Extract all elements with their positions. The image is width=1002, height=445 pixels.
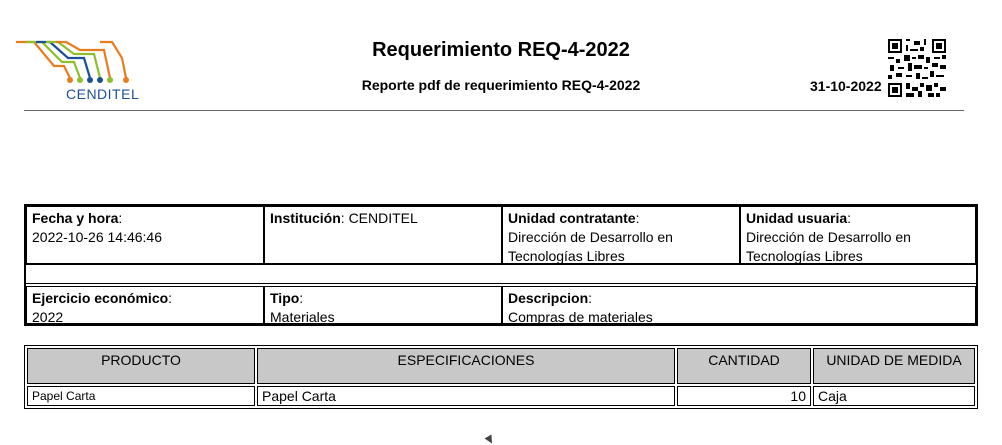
report-date: 31-10-2022: [810, 78, 882, 94]
institucion-label: Institución: [270, 210, 341, 226]
header-producto: PRODUCTO: [27, 348, 255, 384]
ejercicio-label: Ejercicio económico: [32, 290, 169, 306]
cell-producto: Papel Carta: [27, 386, 255, 406]
unidad-usuaria-cell: Unidad usuaria: Dirección de Desarrollo en Tecnologías Libres: [740, 206, 976, 264]
ejercicio-cell: Ejercicio económico: 2022: [26, 286, 264, 324]
tipo-value: Materiales: [270, 309, 335, 325]
header-unidad: UNIDAD DE MEDIDA: [813, 348, 975, 384]
unidad-usuaria-label: Unidad usuaria: [746, 210, 848, 226]
logo-text: CENDITEL: [66, 86, 140, 102]
unidad-contratante-cell: Unidad contratante: Dirección de Desarrollo en Tecnologías Libres: [502, 206, 740, 264]
items-table: [24, 345, 978, 409]
qr-code-icon: [888, 39, 946, 97]
fecha-cell: Fecha y hora: 2022-10-26 14:46:46: [26, 206, 264, 264]
fecha-value: 2022-10-26 14:46:46: [32, 229, 162, 245]
info-separator: [26, 264, 976, 284]
header-cantidad: CANTIDAD: [677, 348, 811, 384]
mouse-cursor-icon: [485, 435, 496, 445]
unidad-contratante-value: Dirección de Desarrollo en Tecnologías Libres: [508, 229, 673, 264]
tipo-cell: Tipo: Materiales: [264, 286, 502, 324]
cell-cantidad: 10: [677, 386, 811, 406]
institucion-value: CENDITEL: [348, 210, 418, 226]
header-especificaciones: ESPECIFICACIONES: [257, 348, 675, 384]
table-header-row: [27, 348, 975, 384]
cell-unidad: Caja: [813, 386, 975, 406]
cell-especificaciones: Papel Carta: [257, 386, 675, 406]
tipo-label: Tipo: [270, 290, 300, 306]
unidad-contratante-label: Unidad contratante: [508, 210, 636, 226]
table-row: [27, 386, 975, 406]
fecha-label: Fecha y hora: [32, 210, 119, 226]
descripcion-label: Descripcion: [508, 290, 589, 306]
institucion-cell: Institución: CENDITEL: [264, 206, 502, 264]
ejercicio-value: 2022: [32, 309, 64, 325]
unidad-usuaria-value: Dirección de Desarrollo en Tecnologías Libres: [746, 229, 911, 264]
report-title: Requerimiento REQ-4-2022: [372, 39, 630, 61]
descripcion-value: Compras de materiales: [508, 309, 653, 325]
info-panel: [24, 204, 978, 326]
descripcion-cell: Descripcion: Compras de materiales: [502, 286, 976, 324]
report-subtitle: Reporte pdf de requerimiento REQ-4-2022: [361, 77, 641, 93]
